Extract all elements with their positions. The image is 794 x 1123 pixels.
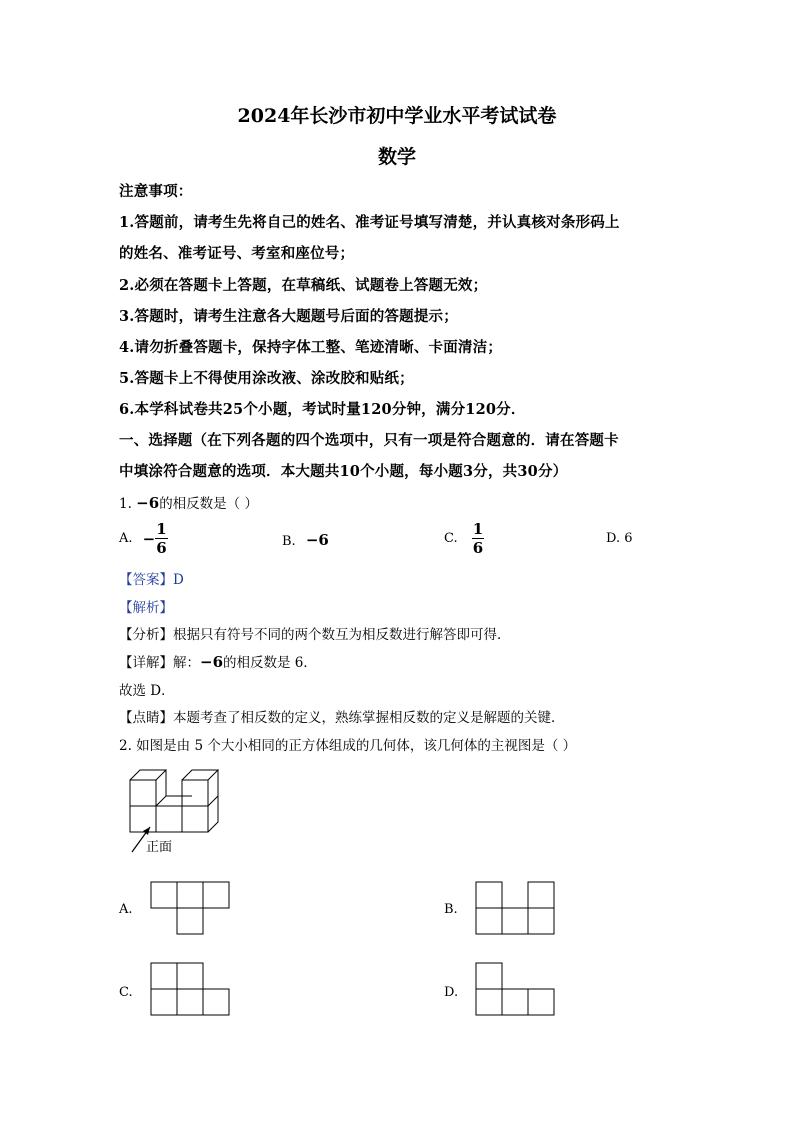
option-2d-figure (475, 962, 557, 1018)
option-a-numerator: 1 (156, 520, 167, 538)
question-1-stem (119, 492, 258, 512)
xiangjie-tag: 【详解】 (119, 655, 173, 671)
dianjing-tag: 【点睛】 (119, 710, 173, 726)
solid-figure (120, 765, 230, 860)
question-2-stem: 2. 如图是由 5 个大小相同的正方体组成的几何体，该几何体的主视图是（ ） (119, 738, 577, 754)
question-1-value: −6 (136, 494, 160, 512)
option-c (444, 520, 484, 557)
front-view-label: 正面 (146, 840, 173, 855)
xiangjie-value: −6 (200, 653, 224, 671)
option-a-label: A. (119, 531, 133, 546)
option-a-fraction (155, 520, 167, 557)
fenxi-text: 根据只有符号不同的两个数互为相反数进行解答即可得． (173, 627, 511, 643)
option-b-label: B. (282, 534, 296, 549)
option-a-sign: − (142, 529, 156, 548)
option-a (119, 520, 168, 557)
notice-line-1: 1.答题前，请考生先将自己的姓名、准考证号填写清楚，并认真核对条形码上 (119, 214, 620, 231)
notice-line-6: 5.答题卡上不得使用涂改液、涂改胶和贴纸； (119, 370, 414, 387)
fenxi-line (119, 623, 511, 643)
option-c-fraction (472, 520, 484, 557)
section-heading-line-1: 一、选择题（在下列各题的四个选项中，只有一项是符合题意的．请在答题卡 (119, 432, 619, 449)
option-2c-figure (150, 962, 232, 1018)
xiangjie-prefix: 解： (173, 655, 200, 671)
notice-heading: 注意事项： (119, 183, 193, 200)
notice-line-5: 4.请勿折叠答题卡，保持字体工整、笔迹清晰、卡面清洁； (119, 339, 503, 356)
option-2d-label: D. (444, 985, 459, 1000)
option-c-denominator: 6 (472, 539, 484, 557)
question-1-number: 1. (119, 496, 137, 512)
fenxi-tag: 【分析】 (119, 627, 173, 643)
option-b (282, 531, 329, 549)
notice-line-3: 2.必须在答题卡上答题，在草稿纸、试题卷上答题无效； (119, 277, 488, 294)
option-c-label: C. (444, 531, 458, 546)
answer-line (119, 568, 184, 588)
option-2b-label: B. (444, 902, 458, 917)
option-2c-label: C. (119, 985, 133, 1000)
option-2a-label: A. (119, 902, 133, 917)
question-1-text: 的相反数是（ ） (159, 496, 258, 512)
option-2b-figure (475, 881, 557, 937)
notice-line-2: 的姓名、准考证号、考室和座位号； (119, 245, 355, 262)
exam-title: 2024年长沙市初中学业水平考试试卷 (237, 105, 557, 127)
conclusion-line: 故选 D． (119, 683, 175, 699)
dianjing-line (119, 706, 565, 726)
option-d: D. 6 (606, 531, 633, 546)
option-2a-figure (150, 881, 232, 937)
option-b-value: −6 (305, 531, 329, 549)
subject-title: 数学 (377, 146, 416, 168)
dianjing-text: 本题考查了相反数的定义，熟练掌握相反数的定义是解题的关键． (173, 710, 565, 726)
analysis-heading: 【解析】 (119, 600, 173, 616)
xiangjie-line (119, 651, 317, 671)
answer-text: 【答案】D (119, 572, 184, 588)
option-a-denominator: 6 (156, 539, 167, 557)
xiangjie-suffix: 的相反数是 6． (223, 655, 317, 671)
notice-line-7: 6.本学科试卷共25个小题，考试时量120分钟，满分120分． (119, 401, 526, 418)
option-c-numerator: 1 (472, 520, 484, 538)
notice-line-4: 3.答题时，请考生注意各大题题号后面的答题提示； (119, 308, 458, 325)
section-heading-line-2: 中填涂符合题意的选项．本大题共10个小题，每小题3分，共30分） (119, 463, 568, 480)
